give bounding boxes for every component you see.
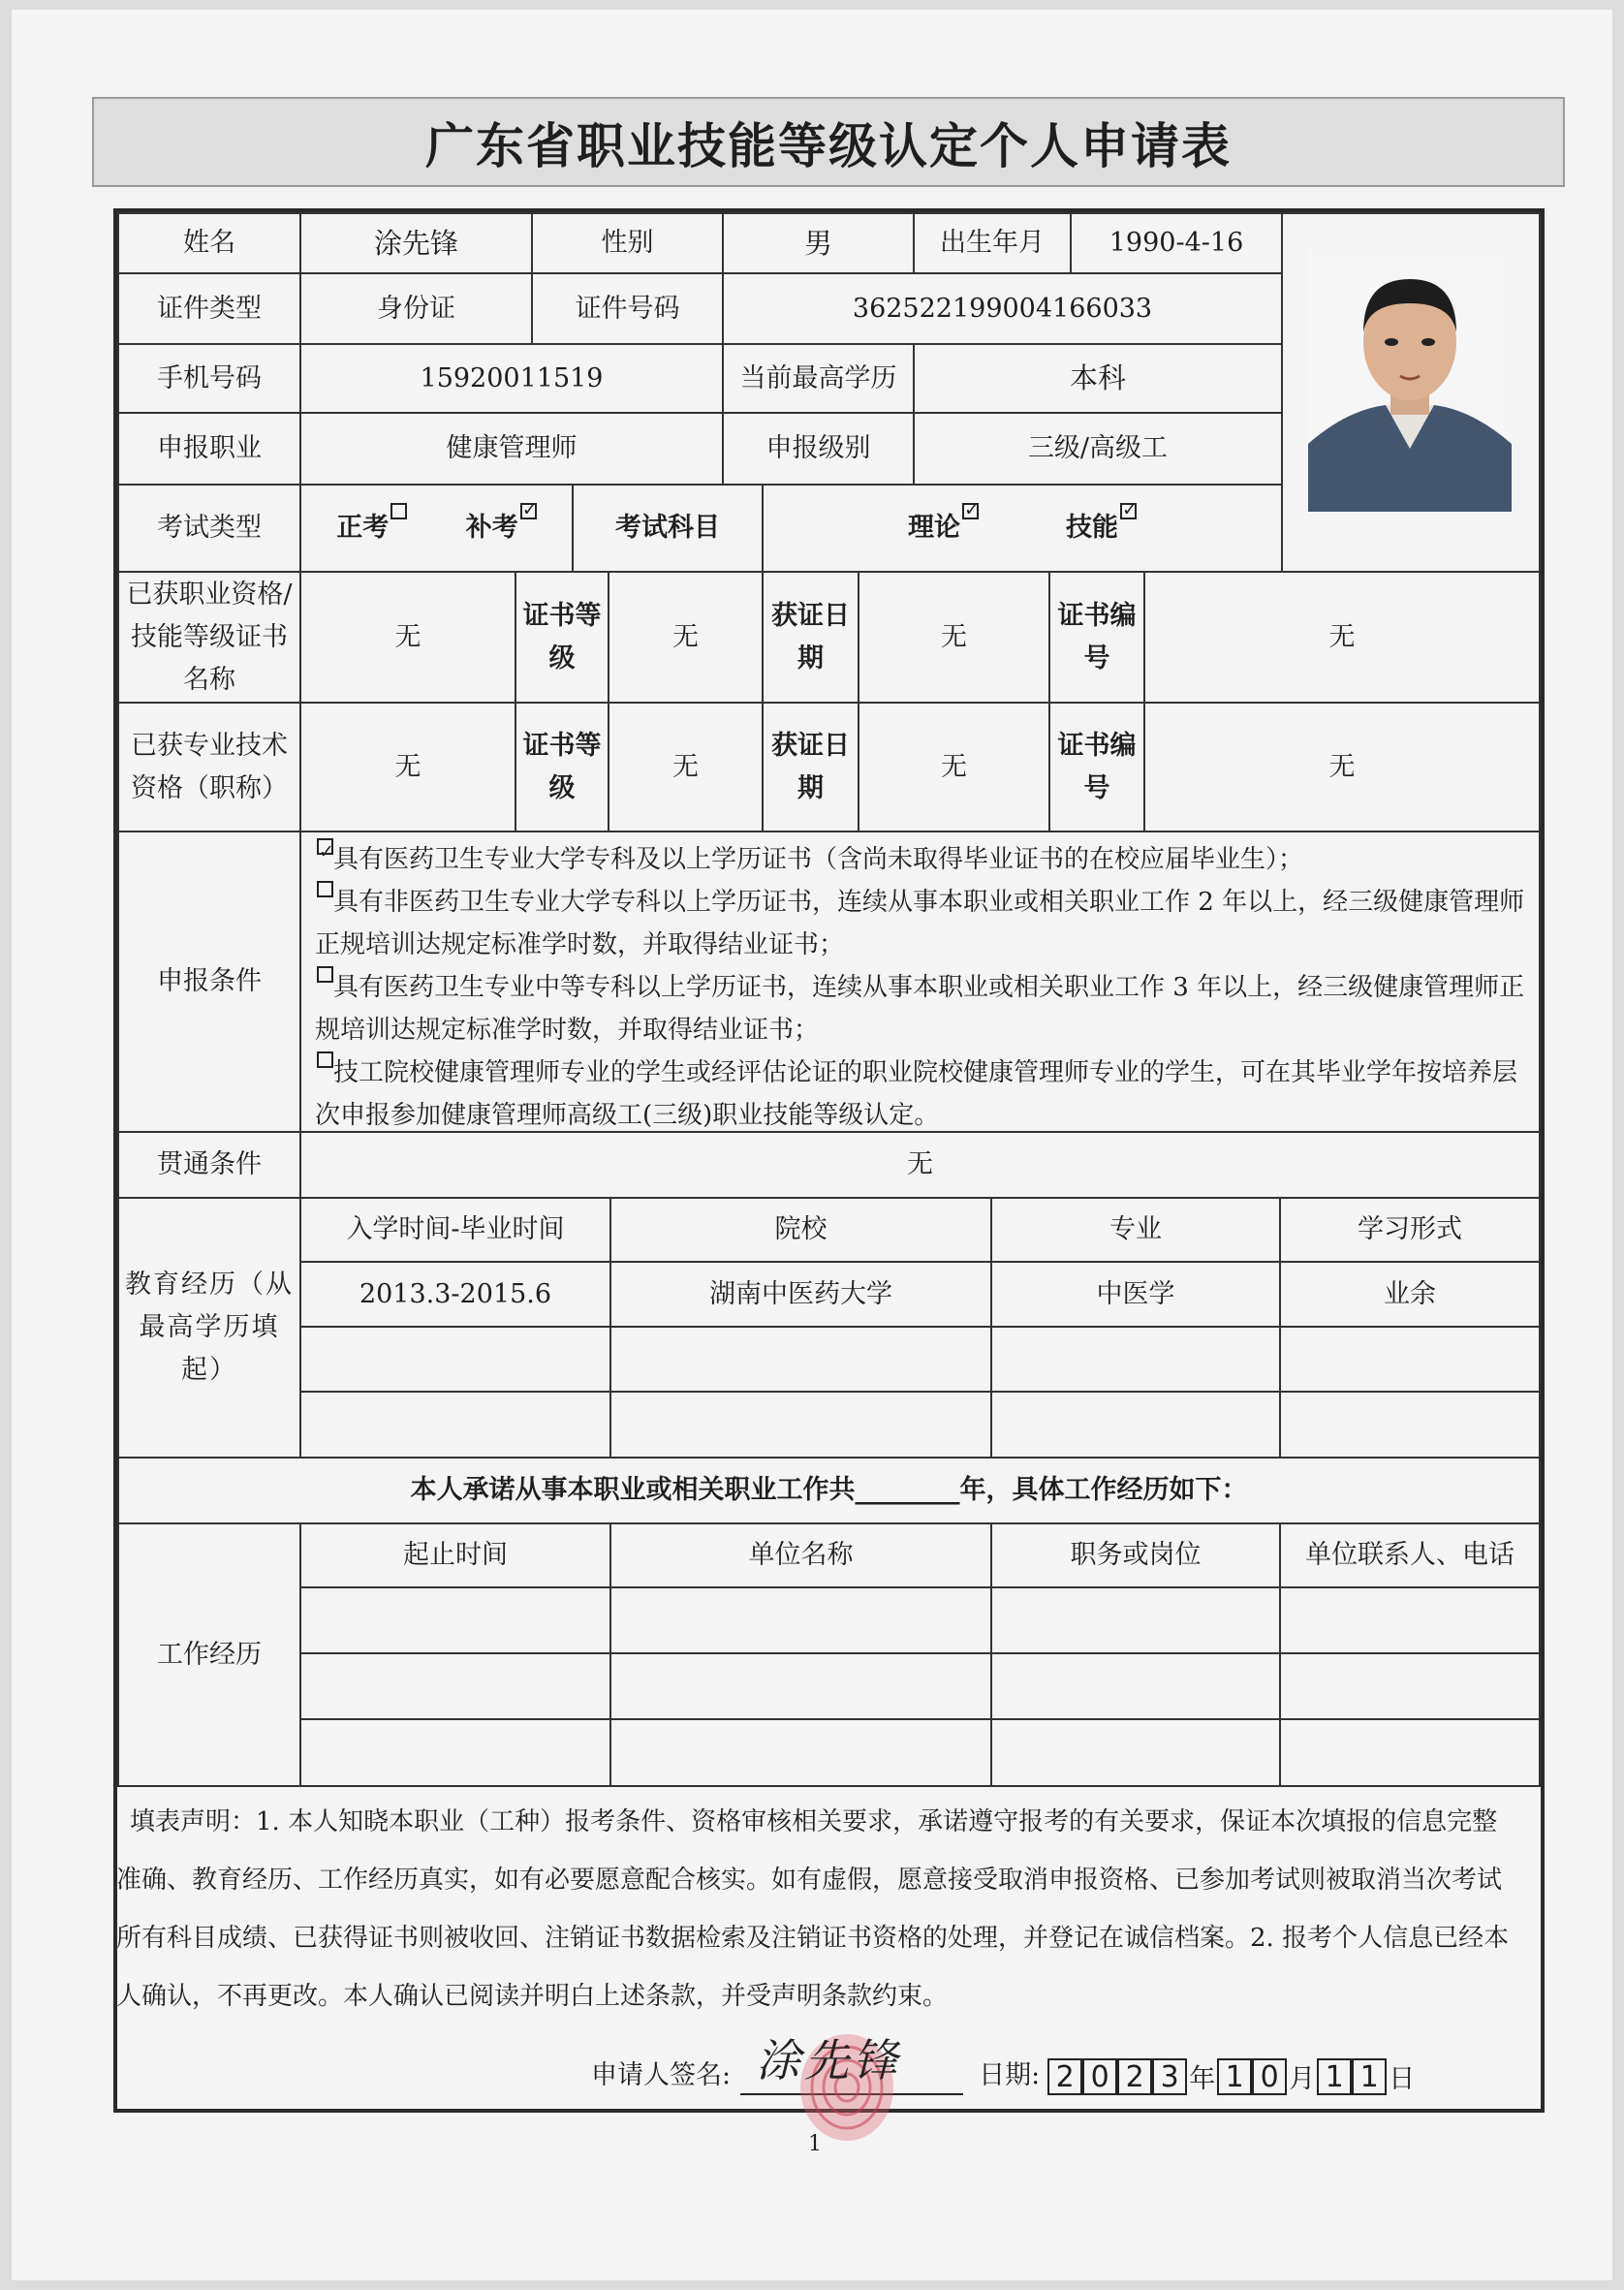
year-digit-2: 0 (1082, 2058, 1117, 2095)
work-header-position: 职务或岗位 (990, 1522, 1281, 1588)
zheng-label: 正考 (336, 513, 390, 544)
cert2-name: 无 (299, 702, 516, 832)
edu-row1-mode: 业余 (1279, 1261, 1541, 1328)
subject-option-theory[interactable] (908, 507, 979, 549)
exam-subject-label: 考试科目 (572, 484, 764, 573)
signature-field[interactable] (740, 2035, 963, 2095)
theory-checkbox[interactable] (962, 503, 979, 519)
exam-subject-options (762, 484, 1283, 573)
name-label: 姓名 (117, 212, 301, 274)
cert2-no: 无 (1143, 702, 1541, 832)
condition-item-4 (315, 1051, 1529, 1137)
education-level-label: 当前最高学历 (722, 343, 915, 414)
occupation-label: 申报职业 (117, 412, 301, 486)
year-digit-1: 2 (1047, 2058, 1082, 2095)
id-type-label: 证件类型 (117, 272, 301, 345)
work-row3-contact[interactable] (1279, 1718, 1541, 1787)
cert2-date: 无 (858, 702, 1050, 832)
edu-row3-period[interactable] (299, 1391, 611, 1459)
applicant-photo (1308, 250, 1512, 512)
education-level-value: 本科 (913, 343, 1283, 414)
day-digit-2: 1 (1352, 2058, 1387, 2095)
day-field[interactable] (1317, 2058, 1387, 2095)
year-field[interactable] (1047, 2058, 1187, 2095)
edu-header-mode: 学习形式 (1279, 1197, 1541, 1263)
condition-4-checkbox[interactable] (317, 1051, 333, 1068)
work-years-promise: 本人承诺从事本职业或相关职业工作共________年，具体工作经历如下： (117, 1457, 1541, 1524)
cert1-no: 无 (1143, 571, 1541, 704)
phone-label: 手机号码 (117, 343, 301, 414)
month-unit: 月 (1289, 2064, 1316, 2094)
edu-row1-major: 中医学 (990, 1261, 1281, 1328)
condition-4-text: 技工院校健康管理师专业的学生或经评估论证的职业院校健康管理师专业的学生，可在其毕业学年按培养层次申报参加健康管理师高级工(三级)职业技能等级认定。 (315, 1058, 1518, 1130)
theory-label: 理论 (908, 513, 960, 544)
bu-label: 补考 (465, 513, 518, 544)
edu-row3-mode[interactable] (1279, 1391, 1541, 1459)
name-value: 涂先锋 (299, 212, 533, 274)
cert2-date-label: 获证日期 (762, 702, 859, 832)
birth-value: 1990-4-16 (1070, 212, 1283, 274)
year-digit-3: 2 (1117, 2058, 1152, 2095)
signature-label: 申请人签名: (591, 2060, 732, 2090)
bu-checkbox[interactable] (520, 503, 537, 519)
work-row3-employer[interactable] (609, 1718, 992, 1787)
work-header-contact: 单位联系人、电话 (1279, 1522, 1541, 1588)
month-field[interactable] (1217, 2058, 1287, 2095)
declaration-statement: 填表声明：1. 本人知晓本职业（工种）报考条件、资格审核相关要求，承诺遵守报考的有关要求，保证本次填报的信息完整准确、教育经历、工作经历真实，如有必要愿意配合核实。如有虚假，愿意接受取消申报资格、已参加考试则被取消当次考试所有科目成绩、已获得证书则被收回、注销证书数据检索及注销证书资格的处理，并登记在诚信档案。2. 报考个人信息已经本人确认，不再更改。本人确认已阅读并明白上述条款，并受声明条款约束。 (116, 1807, 1510, 2011)
gender-value: 男 (722, 212, 915, 274)
apply-level-value: 三级/高级工 (913, 412, 1283, 486)
phone-value: 15920011519 (299, 343, 724, 414)
subject-option-skill[interactable] (1066, 507, 1137, 549)
work-row1-position[interactable] (990, 1586, 1281, 1654)
occupation-value: 健康管理师 (299, 412, 724, 486)
form-title: 广东省职业技能等级认定个人申请表 (92, 97, 1565, 187)
edu-row3-school[interactable] (609, 1391, 992, 1459)
edu-header-period: 入学时间-毕业时间 (299, 1197, 611, 1263)
year-unit: 年 (1189, 2064, 1216, 2094)
cert1-label: 已获职业资格/技能等级证书名称 (117, 571, 301, 704)
exam-option-bu[interactable] (466, 507, 537, 549)
gender-label: 性别 (531, 212, 724, 274)
skill-label: 技能 (1066, 513, 1118, 544)
cert2-level: 无 (608, 702, 764, 832)
edu-row2-major[interactable] (990, 1326, 1281, 1393)
work-row3-position[interactable] (990, 1718, 1281, 1787)
edu-row2-period[interactable] (299, 1326, 611, 1393)
cert1-level: 无 (608, 571, 764, 704)
birth-label: 出生年月 (913, 212, 1072, 274)
cert1-date: 无 (858, 571, 1050, 704)
id-type-value: 身份证 (299, 272, 533, 345)
cert1-date-label: 获证日期 (762, 571, 859, 704)
exam-option-zheng[interactable] (336, 507, 407, 549)
work-row2-position[interactable] (990, 1652, 1281, 1720)
exam-type-label: 考试类型 (117, 484, 301, 573)
condition-item-3 (315, 966, 1529, 1051)
education-label: 教育经历（从最高学历填起） (117, 1197, 301, 1459)
work-row2-period[interactable] (299, 1652, 611, 1720)
work-label: 工作经历 (117, 1522, 301, 1787)
cert1-name: 无 (299, 571, 516, 704)
month-digit-1: 1 (1217, 2058, 1252, 2095)
cert2-no-label: 证书编号 (1048, 702, 1145, 832)
work-header-period: 起止时间 (299, 1522, 611, 1588)
day-digit-1: 1 (1317, 2058, 1352, 2095)
condition-item-2 (315, 881, 1529, 966)
conditions-content (299, 831, 1541, 1133)
work-row2-contact[interactable] (1279, 1652, 1541, 1720)
month-digit-2: 0 (1252, 2058, 1287, 2095)
condition-2-text: 具有非医药卫生专业大学专科以上学历证书，连续从事本职业或相关职业工作 2 年以上，经三级健康管理师正规培训达规定标准学时数，并取得结业证书； (315, 888, 1525, 959)
edu-row2-mode[interactable] (1279, 1326, 1541, 1393)
date-label: 日期: (979, 2060, 1041, 2090)
year-digit-4: 3 (1152, 2058, 1187, 2095)
edu-row3-major[interactable] (990, 1391, 1281, 1459)
work-row1-contact[interactable] (1279, 1586, 1541, 1654)
edu-header-school: 院校 (609, 1197, 992, 1263)
signature-row (591, 2035, 1417, 2095)
condition-3-text: 具有医药卫生专业中等专科以上学历证书，连续从事本职业或相关职业工作 3 年以上，经三级健康管理师正规培训达规定标准学时数，并取得结业证书； (315, 973, 1525, 1045)
conditions-label: 申报条件 (117, 831, 301, 1133)
id-no-label: 证件号码 (531, 272, 724, 345)
work-row2-employer[interactable] (609, 1652, 992, 1720)
work-row1-period[interactable] (299, 1586, 611, 1654)
skill-checkbox[interactable] (1120, 503, 1137, 519)
day-unit: 日 (1389, 2064, 1416, 2094)
page-number: 1 (808, 2132, 822, 2156)
cert1-no-label: 证书编号 (1048, 571, 1145, 704)
apply-level-label: 申报级别 (722, 412, 915, 486)
id-no-value: 362522199004166033 (722, 272, 1283, 345)
zheng-checkbox[interactable] (390, 503, 407, 519)
condition-2-checkbox[interactable] (317, 881, 333, 897)
edu-row2-school[interactable] (609, 1326, 992, 1393)
condition-1-checkbox[interactable] (317, 838, 333, 855)
work-row1-employer[interactable] (609, 1586, 992, 1654)
cert2-level-label: 证书等级 (515, 702, 609, 832)
handwritten-signature: 涂先锋 (756, 2034, 902, 2086)
cert2-label: 已获专业技术资格（职称） (117, 702, 301, 832)
edu-header-major: 专业 (990, 1197, 1281, 1263)
condition-1-text: 具有医药卫生专业大学专科及以上学历证书（含尚未取得毕业证书的在校应届毕业生）； (333, 845, 1304, 874)
work-row3-period[interactable] (299, 1718, 611, 1787)
exam-type-options (299, 484, 574, 573)
work-header-employer: 单位名称 (609, 1522, 992, 1588)
through-label: 贯通条件 (117, 1131, 301, 1199)
edu-row1-period: 2013.3-2015.6 (299, 1261, 611, 1328)
condition-3-checkbox[interactable] (317, 966, 333, 983)
edu-row1-school: 湖南中医药大学 (609, 1261, 992, 1328)
cert1-level-label: 证书等级 (515, 571, 609, 704)
condition-item-1 (315, 838, 1529, 881)
through-value: 无 (299, 1131, 1541, 1199)
